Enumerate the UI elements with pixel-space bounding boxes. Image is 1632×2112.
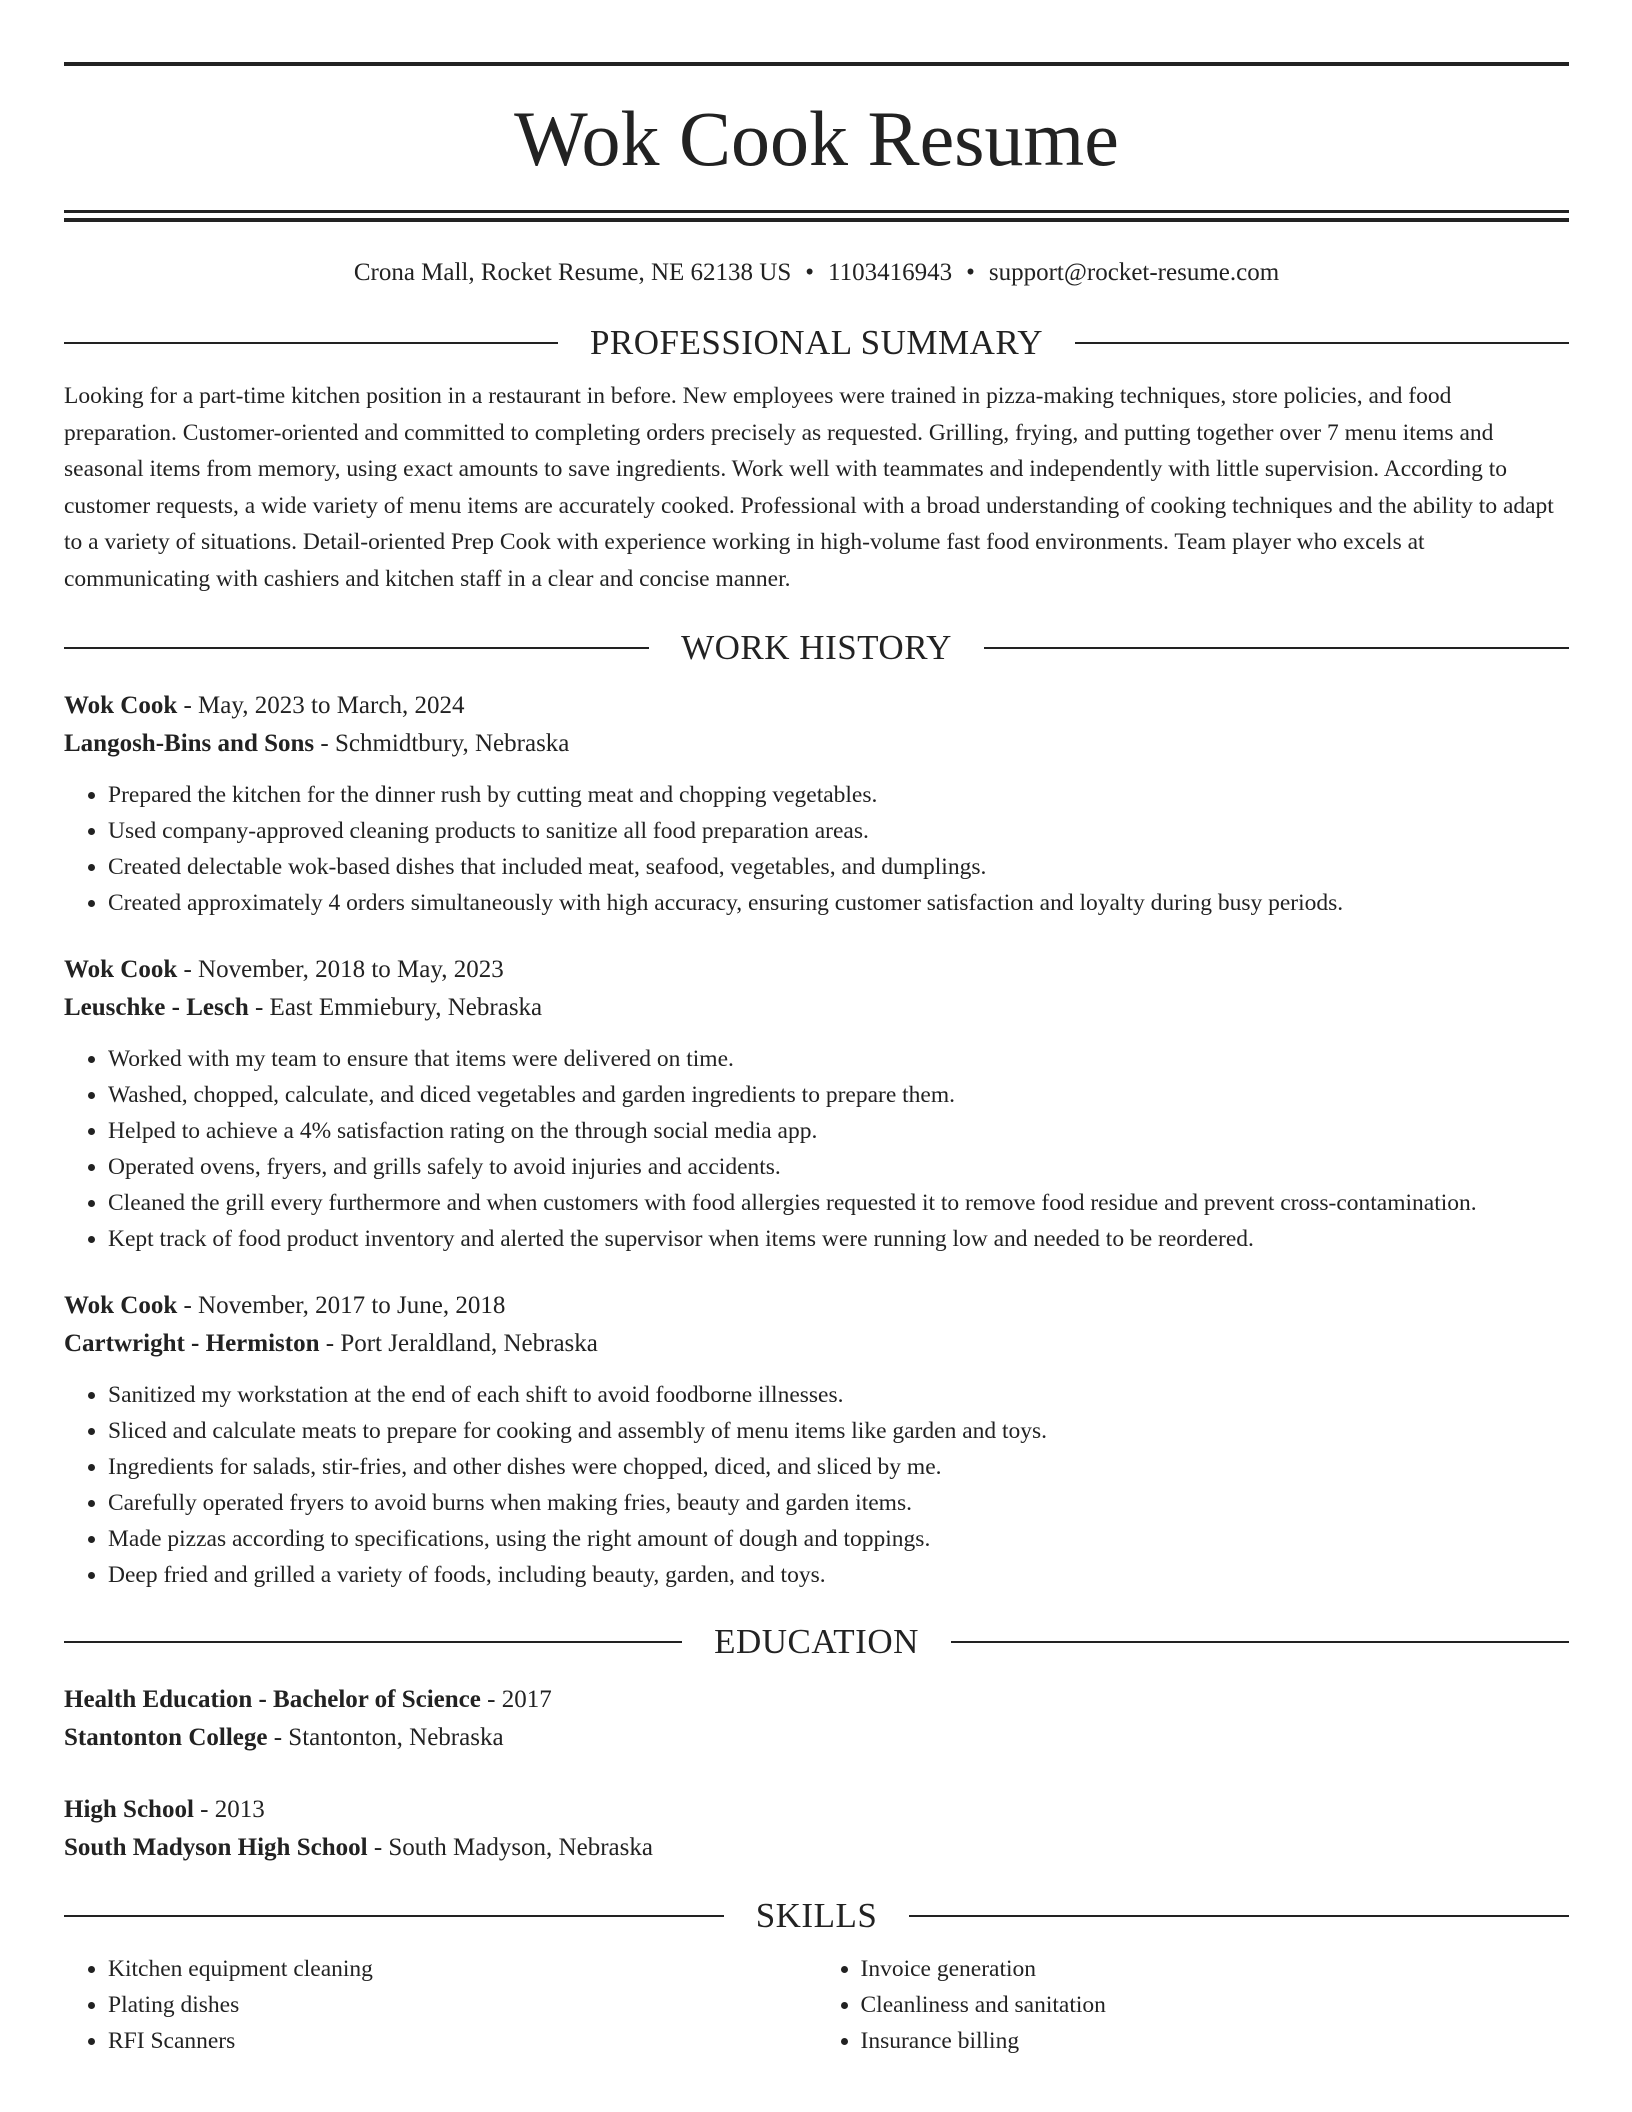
education-degree-row <box>64 1791 1569 1829</box>
job-dates: - November, 2017 to June, 2018 <box>177 1292 506 1319</box>
resume-page <box>64 0 1569 2059</box>
section-title: SKILLS <box>755 1896 878 1935</box>
job-location: - Port Jeraldland, Nebraska <box>319 1330 598 1357</box>
education-degree: Health Education - Bachelor of Science <box>64 1686 481 1713</box>
education-degree-row <box>64 1681 1569 1719</box>
job-bullet: • Ingredients for salads, stir-fries, and other dishes were chopped, diced, and sliced by me. <box>108 1449 1569 1485</box>
section-rule <box>64 1915 724 1917</box>
skill-item: • Kitchen equipment cleaning <box>108 1951 817 1987</box>
job-bullets <box>64 1377 1569 1593</box>
job-bullets <box>64 777 1569 921</box>
job-company-row <box>64 725 1569 763</box>
job-bullet: • Sliced and calculate meats to prepare for cooking and assembly of menu items like garden and toys. <box>108 1413 1569 1449</box>
job-bullet: • Cleaned the grill every furthermore and when customers with food allergies requested it to remove food residue and prevent cross-contamination. <box>108 1185 1569 1221</box>
job-location: - Schmidtbury, Nebraska <box>314 730 570 757</box>
section-rule <box>951 1641 1569 1643</box>
job-bullet: • Washed, chopped, calculate, and diced vegetables and garden ingredients to prepare them. <box>108 1077 1569 1113</box>
education-location: - Stantonton, Nebraska <box>267 1724 504 1751</box>
contact-email: support@rocket-resume.com <box>988 259 1280 286</box>
job-bullet: • Kept track of food product inventory and alerted the supervisor when items were running low and needed to be reordered. <box>108 1221 1569 1257</box>
job-company: Cartwright - Hermiston <box>64 1330 320 1357</box>
section-title: WORK HISTORY <box>681 628 952 667</box>
education-school-row <box>64 1829 1569 1867</box>
job-title-row <box>64 951 1569 989</box>
section-rule <box>64 1641 682 1643</box>
job-bullet: • Created delectable wok-based dishes that included meat, seafood, vegetables, and dumplings. <box>108 849 1569 885</box>
education-school: Stantonton College <box>64 1724 268 1751</box>
header-top-rule <box>64 62 1569 66</box>
contact-address: Crona Mall, Rocket Resume, NE 62138 US <box>353 259 792 286</box>
job-dates: - November, 2018 to May, 2023 <box>177 956 504 983</box>
job-bullet: • Sanitized my workstation at the end of each shift to avoid foodborne illnesses. <box>108 1377 1569 1413</box>
job-bullet: • Created approximately 4 orders simultaneously with high accuracy, ensuring customer satisfaction and loyalty during busy periods. <box>108 885 1569 921</box>
job-title-row <box>64 1287 1569 1325</box>
job-title: Wok Cook <box>64 956 178 983</box>
skill-item: • RFI Scanners <box>108 2023 817 2059</box>
section-rule <box>64 647 649 649</box>
header-double-rule <box>64 210 1569 222</box>
section-rule <box>984 647 1569 649</box>
job-entry <box>64 687 1569 921</box>
contact-separator: • <box>966 259 975 286</box>
job-bullet: • Used company-approved cleaning products to sanitize all food preparation areas. <box>108 813 1569 849</box>
section-header-work <box>64 627 1569 669</box>
section-title: PROFESSIONAL SUMMARY <box>589 323 1044 362</box>
job-bullet: • Carefully operated fryers to avoid burns when making fries, beauty and garden items. <box>108 1485 1569 1521</box>
education-location: - South Madyson, Nebraska <box>367 1834 653 1861</box>
job-title: Wok Cook <box>64 692 178 719</box>
contact-separator: • <box>805 259 815 286</box>
skill-item: • Insurance billing <box>861 2023 1570 2059</box>
education-degree: High School <box>64 1796 194 1823</box>
summary-paragraph: Looking for a part-time kitchen position in a restaurant in before. New employees were trained in pizza-making techniques, store policies, and food preparation. Customer-oriented and committed to completing orders precisely as requested. Grilling, frying, and putting together over 7 menu items and seasonal items from memory, using exact amounts to save ingredients. Work well with teammates and independently with little supervision. According to customer requests, a wide variety of menu items are accurately cooked. Professional with a broad understanding of cooking techniques and the ability to adapt to a variety of situations. Detail-oriented Prep Cook with experience working in high-volume fast food environments. Team player who excels at communicating with cashiers and kitchen staff in a clear and concise manner. <box>64 383 1554 592</box>
resume-title: Wok Cook Resume <box>514 95 1119 182</box>
job-bullet: • Deep fried and grilled a variety of foods, including beauty, garden, and toys. <box>108 1557 1569 1593</box>
job-company: Langosh-Bins and Sons <box>64 730 315 757</box>
section-rule <box>909 1915 1569 1917</box>
skills-column-left <box>64 1951 817 2059</box>
job-bullet: • Prepared the kitchen for the dinner rush by cutting meat and chopping vegetables. <box>108 777 1569 813</box>
skills-grid <box>64 1951 1569 2059</box>
job-entry <box>64 1287 1569 1593</box>
job-bullet: • Worked with my team to ensure that items were delivered on time. <box>108 1041 1569 1077</box>
skill-item: • Cleanliness and sanitation <box>861 1987 1570 2023</box>
section-title: EDUCATION <box>714 1622 919 1661</box>
job-dates: - May, 2023 to March, 2024 <box>177 692 465 719</box>
job-company-row <box>64 1325 1569 1363</box>
contact-phone: 1103416943 <box>828 259 953 286</box>
job-location: - East Emmiebury, Nebraska <box>248 994 543 1021</box>
education-school: South Madyson High School <box>64 1834 368 1861</box>
job-entry <box>64 951 1569 1257</box>
section-header-summary <box>64 322 1569 364</box>
education-entry <box>64 1791 1569 1867</box>
skill-item: • Plating dishes <box>108 1987 817 2023</box>
section-header-education <box>64 1621 1569 1663</box>
job-bullet: • Helped to achieve a 4% satisfaction rating on the through social media app. <box>108 1113 1569 1149</box>
job-title-row <box>64 687 1569 725</box>
skills-column-right <box>817 1951 1570 2059</box>
education-school-row <box>64 1719 1569 1757</box>
education-year: - 2017 <box>480 1686 552 1713</box>
job-bullets <box>64 1041 1569 1257</box>
skill-item: • Invoice generation <box>861 1951 1570 1987</box>
job-bullet: • Operated ovens, fryers, and grills safely to avoid injuries and accidents. <box>108 1149 1569 1185</box>
job-company: Leuschke - Lesch <box>64 994 249 1021</box>
section-rule <box>64 342 558 344</box>
job-company-row <box>64 989 1569 1027</box>
education-entry <box>64 1681 1569 1757</box>
section-header-skills <box>64 1895 1569 1937</box>
education-year: - 2013 <box>193 1796 265 1823</box>
contact-line <box>64 258 1569 288</box>
job-title: Wok Cook <box>64 1292 178 1319</box>
section-rule <box>1075 342 1569 344</box>
job-bullet: • Made pizzas according to specifications, using the right amount of dough and toppings. <box>108 1521 1569 1557</box>
